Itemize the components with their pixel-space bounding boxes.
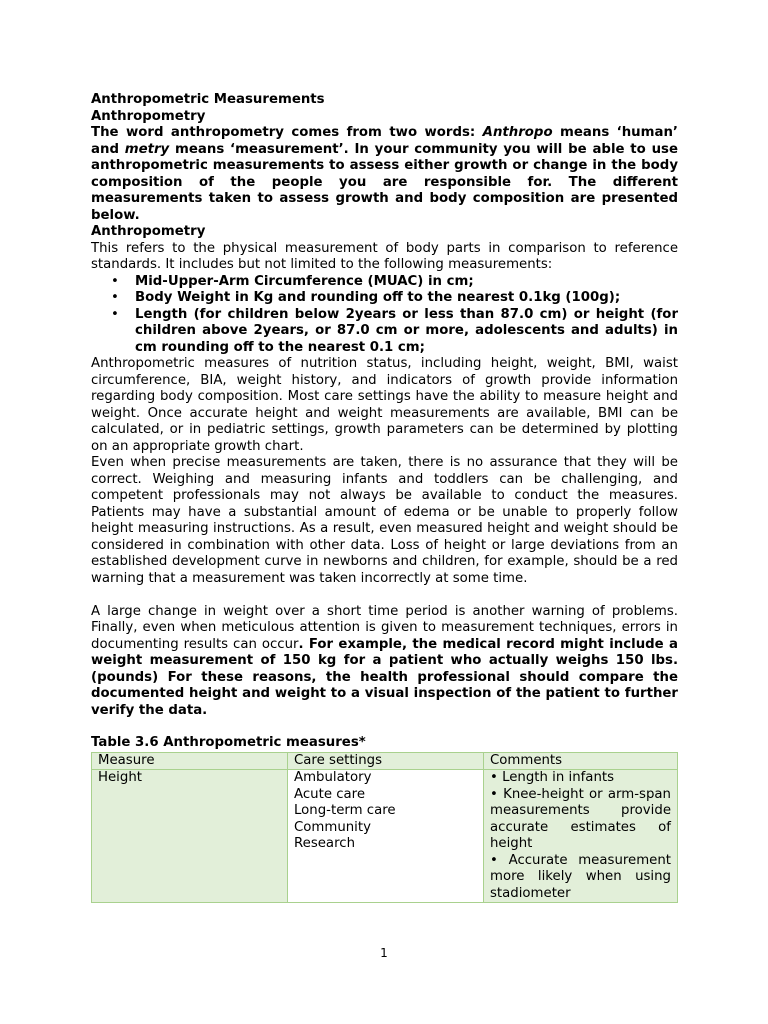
paragraph-spacer (91, 719, 678, 735)
list-item (111, 273, 678, 291)
table-header-cell: Measure (92, 752, 288, 770)
intro-paragraph (91, 125, 678, 224)
table-row (92, 770, 678, 903)
measurement-list (91, 274, 678, 357)
page-number: 1 (380, 946, 388, 960)
list-item-text: Length (for children below 2years or less than 87.0 cm) or height (for children above 2years, or 87.0 cm or more, adolescents and adults) in cm rounding off to the nearest 0.1 cm; (135, 306, 678, 355)
paragraph-bold-text: . For example, the medical record might include a weight measurement of 150 kg for a patient who actually weighs 150 lbs.(pounds) For these reasons, the health professional should compare the documented height and weight to a visual inspection of the patient to further verify the data. (91, 636, 678, 718)
intro-term-anthropo: Anthropo (482, 125, 553, 140)
comment-item: • Knee-height or arm-span measurements provide accurate estimates of height (490, 786, 671, 851)
intro-text: means ‘measurement’. In your community you will be able to use anthropometric measurements to assess either growth or change in the body composition of the people you are responsible for. The different measurements taken to assess growth and body composition are presented below. (91, 141, 678, 223)
table-header-cell: Comments (484, 752, 678, 770)
document-title: Anthropometric Measurements (91, 92, 325, 107)
anthropometric-table (91, 752, 678, 904)
body-paragraph (91, 604, 678, 720)
table-cell-comments (484, 770, 678, 903)
paragraph-spacer (91, 587, 678, 604)
table-cell-measure: Height (92, 770, 288, 903)
comment-item: • Accurate measurement more likely when using stadiometer (490, 852, 671, 901)
intro-text: means ‘human’ and (91, 125, 678, 157)
document-body (91, 92, 678, 903)
bullet-icon: • (111, 306, 119, 322)
list-item (111, 306, 678, 357)
comment-item: • Length in infants (490, 770, 615, 785)
definition-paragraph: This refers to the physical measurement of body parts in comparison to reference standards. It includes but not limited to the following measurements: (91, 240, 678, 272)
bullet-icon: • (111, 290, 119, 305)
section-heading: Anthropometry (91, 108, 206, 124)
section-heading: Anthropometry (91, 224, 206, 239)
table-cell-settings (288, 770, 484, 903)
body-paragraph: Anthropometric measures of nutrition status, including height, weight, BMI, waist circumference, BIA, weight history, and indicators of growth provide information regarding body composition. Most care settings have the ability to measure height and weight. Once accurate height and weight measurements are available, BMI can be calculated, or in pediatric settings, growth parameters can be determined by plotting on an appropriate growth chart. (91, 356, 678, 454)
list-item (111, 290, 678, 307)
list-item-text: Body Weight in Kg and rounding off to the nearest 0.1kg (100g); (135, 290, 621, 305)
intro-text: The word anthropometry comes from two words: (91, 125, 483, 140)
intro-term-metry: metry (124, 141, 170, 157)
list-item-text: Mid-Upper-Arm Circumference (MUAC) in cm; (135, 273, 474, 289)
bullet-icon: • (111, 273, 119, 289)
body-paragraph: Even when precise measurements are taken, there is no assurance that they will be correct. Weighing and measuring infants and toddlers can be challenging, and competent professionals may not always be available to conduct the measures. Patients may have a substantial amount of edema or be unable to properly follow height measuring instructions. As a result, even measured height and weight should be considered in combination with other data. Loss of height or large deviations from an established development curve in newborns and children, for example, should be a red warning that a measurement was taken incorrectly at some time. (91, 455, 678, 586)
setting-item: Long-term care (294, 803, 396, 818)
setting-item: Research (294, 836, 355, 851)
setting-item: Acute care (294, 786, 366, 802)
setting-item: Ambulatory (294, 770, 372, 785)
table-header-row (92, 752, 678, 770)
setting-item: Community (294, 819, 371, 835)
table-caption: Table 3.6 Anthropometric measures* (91, 735, 366, 750)
paragraph-text: A large change in weight over a short time period is another warning of problems. Finally, even when meticulous attention is given to measurement techniques, errors in documenting results can occur (91, 603, 678, 652)
table-header-cell: Care settings (288, 752, 484, 770)
